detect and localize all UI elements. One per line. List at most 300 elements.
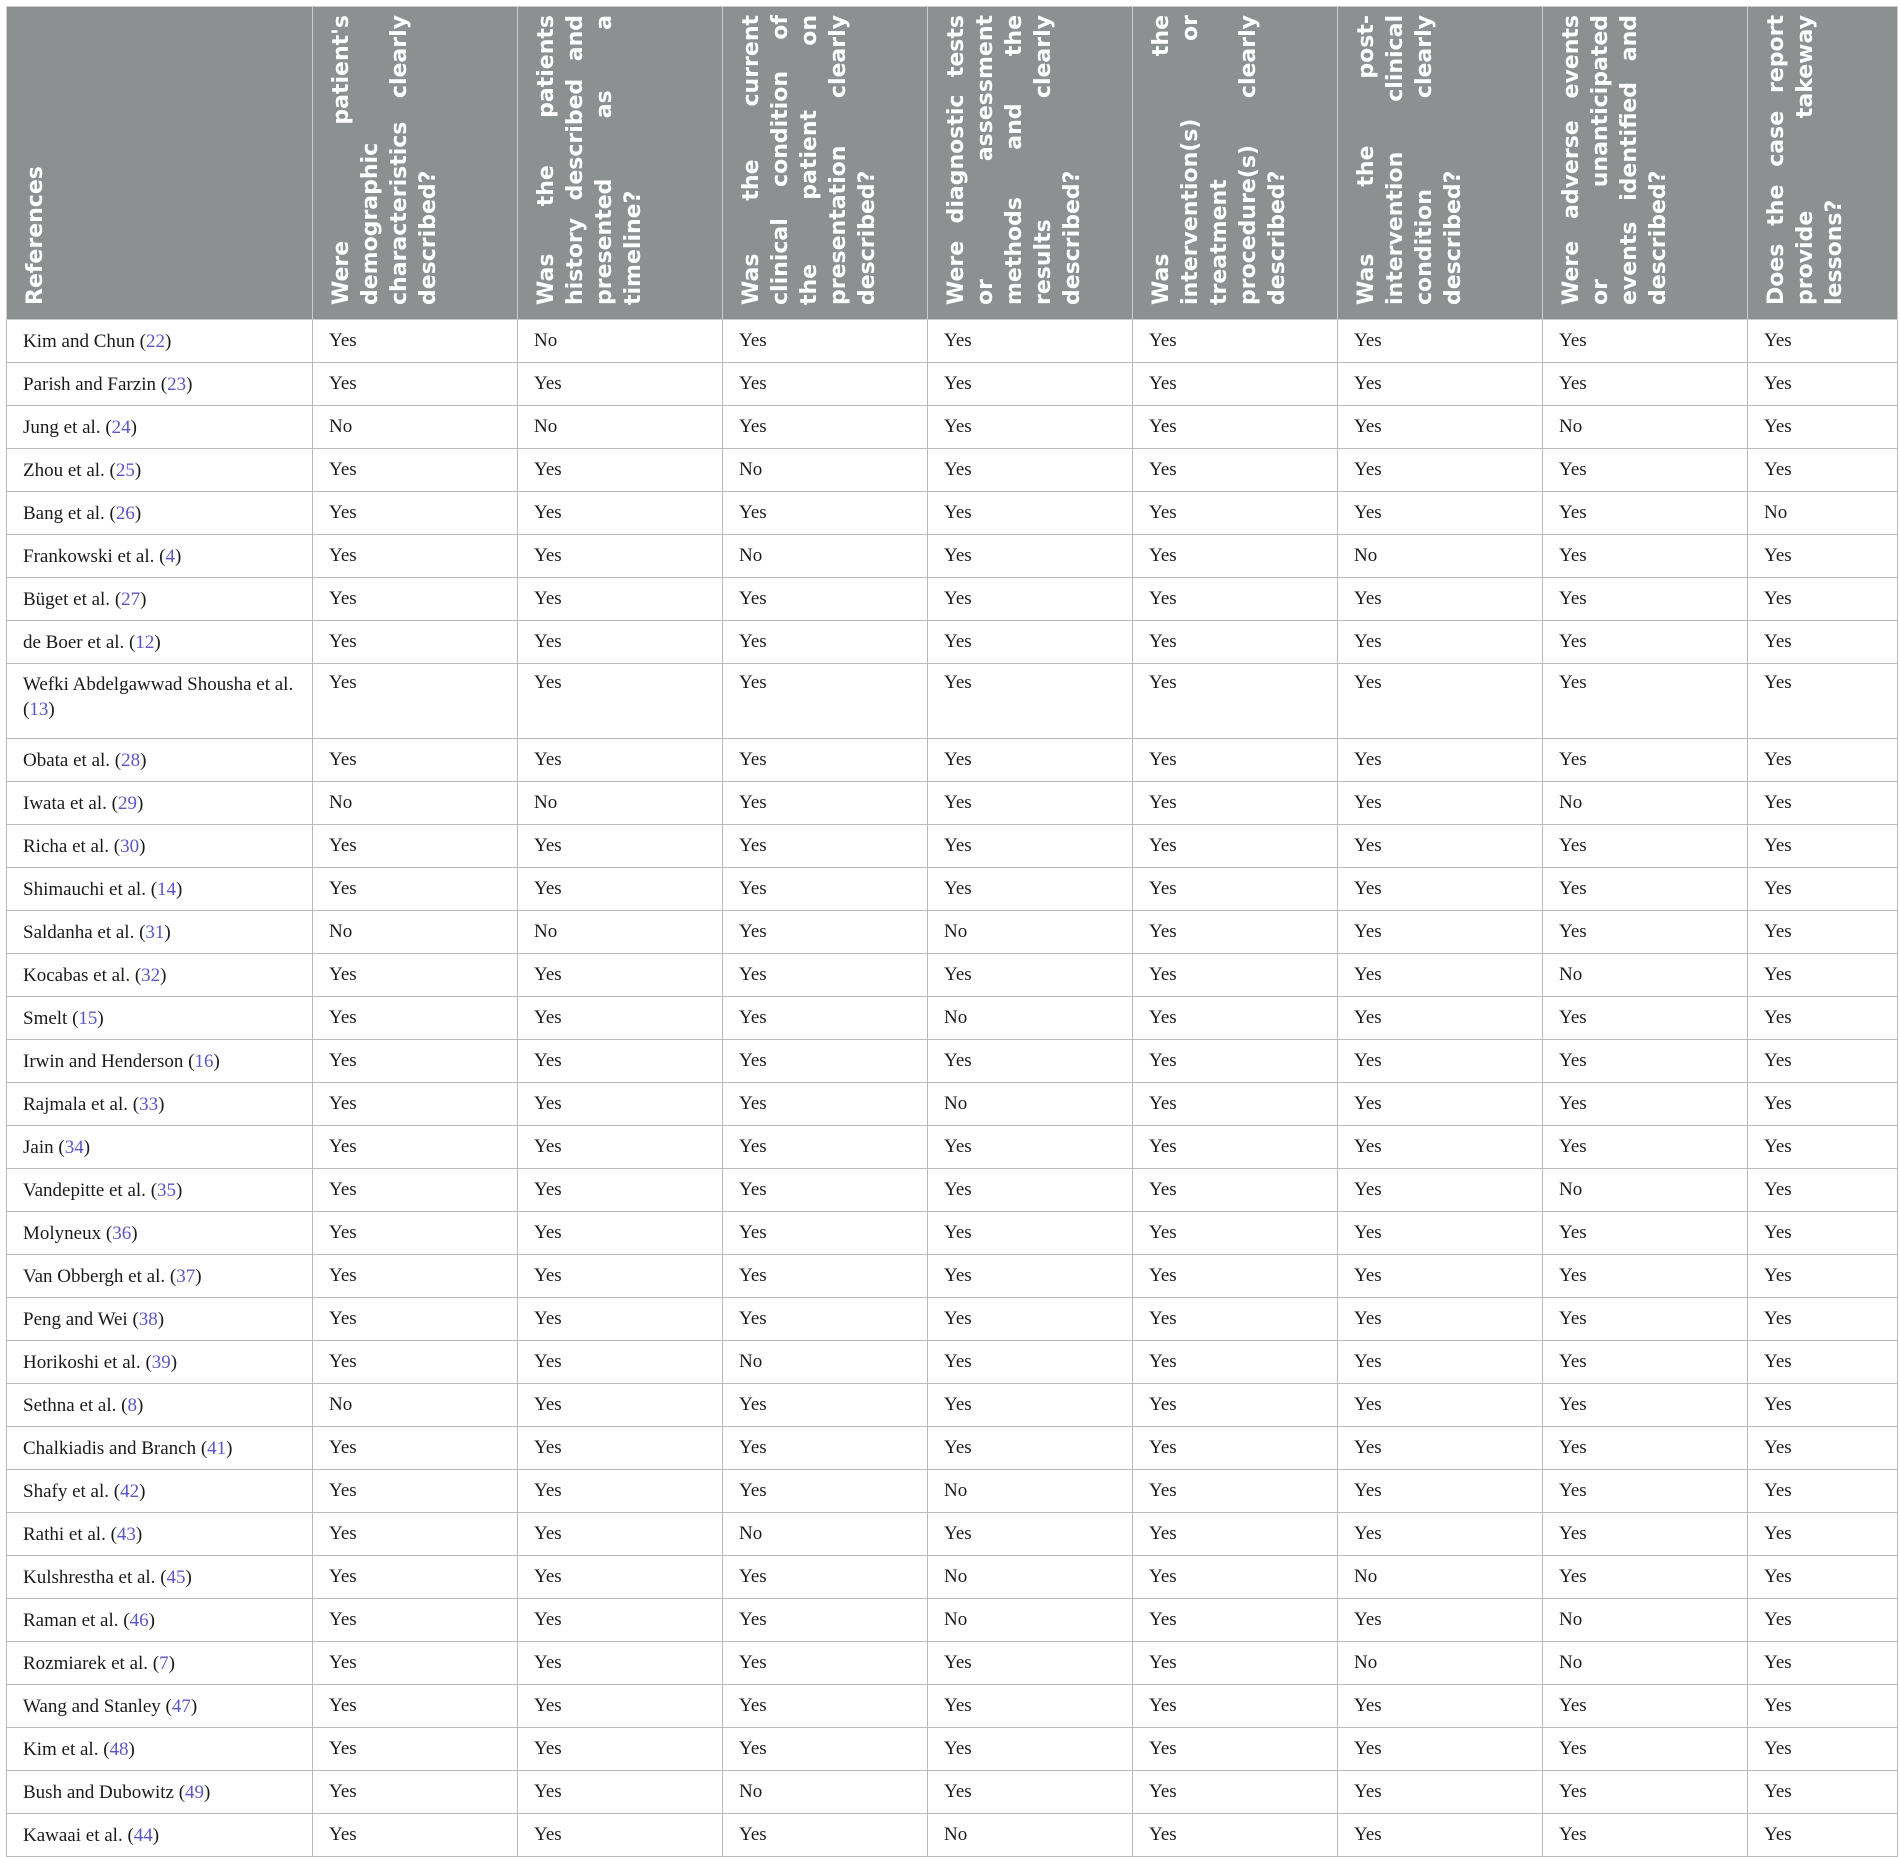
answer-cell: Yes	[928, 449, 1133, 492]
answer-cell: Yes	[928, 664, 1133, 739]
answer-cell: Yes	[1543, 1513, 1748, 1556]
citation-link[interactable]: 13	[29, 699, 49, 720]
answer-cell: Yes	[1543, 535, 1748, 578]
answer-cell: Yes	[1543, 739, 1748, 782]
answer-cell: Yes	[1133, 1685, 1338, 1728]
table-header-row	[7, 7, 1898, 320]
answer-cell: Yes	[723, 406, 928, 449]
quality-assessment-table-container	[6, 6, 1897, 1857]
answer-cell: Yes	[518, 1040, 723, 1083]
reference-cell: Kim and Chun (22)	[7, 320, 313, 363]
answer-cell: Yes	[1543, 320, 1748, 363]
column-header-label: Was the intervention(s) or treatment procedure(s) clearly described?	[1149, 15, 1290, 305]
answer-cell: Yes	[1133, 782, 1338, 825]
answer-cell: Yes	[313, 1513, 518, 1556]
answer-cell: Yes	[1748, 1384, 1898, 1427]
citation-link[interactable]: 15	[78, 1007, 98, 1029]
answer-cell: No	[1543, 1599, 1748, 1642]
table-row	[7, 739, 1898, 782]
answer-cell: Yes	[1133, 1513, 1338, 1556]
answer-cell: Yes	[313, 535, 518, 578]
answer-cell: Yes	[1748, 1341, 1898, 1384]
answer-cell: Yes	[928, 406, 1133, 449]
reference-cell: Rozmiarek et al. (7)	[7, 1642, 313, 1685]
answer-cell: Yes	[1133, 868, 1338, 911]
answer-cell: Yes	[1543, 492, 1748, 535]
answer-cell: Yes	[928, 1040, 1133, 1083]
table-row	[7, 1126, 1898, 1169]
reference-author: Raman et al.	[23, 1609, 119, 1631]
citation-link[interactable]: 34	[64, 1136, 84, 1158]
citation-link[interactable]: 39	[151, 1351, 171, 1373]
answer-cell: Yes	[1748, 1470, 1898, 1513]
answer-cell: Yes	[928, 578, 1133, 621]
column-header-adverse-events	[1543, 7, 1748, 320]
reference-author: Peng and Wei	[23, 1308, 128, 1330]
answer-cell: Yes	[313, 997, 518, 1040]
citation-link[interactable]: 42	[120, 1480, 140, 1502]
answer-cell: Yes	[1748, 1040, 1898, 1083]
reference-cell: Bang et al. (26)	[7, 492, 313, 535]
answer-cell: No	[928, 1556, 1133, 1599]
citation-link[interactable]: 38	[138, 1308, 158, 1330]
answer-cell: Yes	[313, 578, 518, 621]
column-header-label: Does the case report provide takeway lessons?	[1764, 15, 1847, 305]
answer-cell: No	[723, 1771, 928, 1814]
answer-cell: Yes	[1133, 1255, 1338, 1298]
citation-link[interactable]: 8	[127, 1394, 137, 1416]
table-row	[7, 1470, 1898, 1513]
answer-cell: Yes	[928, 621, 1133, 664]
answer-cell: Yes	[1133, 449, 1338, 492]
answer-cell: Yes	[1543, 1298, 1748, 1341]
answer-cell: Yes	[1338, 1169, 1543, 1212]
answer-cell: Yes	[723, 868, 928, 911]
answer-cell: Yes	[1133, 825, 1338, 868]
answer-cell: Yes	[1748, 1556, 1898, 1599]
answer-cell: Yes	[518, 1771, 723, 1814]
answer-cell: No	[1543, 1169, 1748, 1212]
reference-author: Molyneux	[23, 1222, 102, 1244]
answer-cell: Yes	[518, 1685, 723, 1728]
answer-cell: Yes	[928, 1728, 1133, 1771]
answer-cell: Yes	[313, 664, 518, 739]
reference-author: Wefki Abdelgawwad Shousha et al.	[23, 674, 294, 695]
answer-cell: No	[313, 911, 518, 954]
answer-cell: Yes	[1543, 1384, 1748, 1427]
answer-cell: Yes	[313, 1083, 518, 1126]
answer-cell: Yes	[313, 1126, 518, 1169]
table-row	[7, 1771, 1898, 1814]
citation-link[interactable]: 47	[171, 1695, 191, 1717]
answer-cell: Yes	[723, 739, 928, 782]
reference-cell: Rajmala et al. (33)	[7, 1083, 313, 1126]
column-header-label: Were patient's demographic characteristics clearly described?	[329, 15, 441, 305]
column-header-label: Was the post-intervention clinical condition clearly described?	[1354, 15, 1466, 305]
reference-cell: Horikoshi et al. (39)	[7, 1341, 313, 1384]
answer-cell: Yes	[313, 1814, 518, 1857]
answer-cell: Yes	[518, 868, 723, 911]
reference-cell: Shafy et al. (42)	[7, 1470, 313, 1513]
table-row	[7, 868, 1898, 911]
table-row	[7, 664, 1898, 739]
answer-cell: Yes	[723, 320, 928, 363]
reference-cell: Wefki Abdelgawwad Shousha et al. (13)	[7, 664, 313, 739]
answer-cell: Yes	[313, 1771, 518, 1814]
answer-cell: Yes	[518, 578, 723, 621]
answer-cell: Yes	[518, 1642, 723, 1685]
reference-cell: Frankowski et al. (4)	[7, 535, 313, 578]
reference-author: Van Obbergh et al.	[23, 1265, 166, 1287]
citation-link[interactable]: 27	[121, 588, 141, 610]
answer-cell: No	[313, 782, 518, 825]
reference-author: Kawaai et al.	[23, 1824, 123, 1846]
answer-cell: Yes	[723, 1040, 928, 1083]
answer-cell: Yes	[1543, 1728, 1748, 1771]
answer-cell: Yes	[1543, 911, 1748, 954]
answer-cell: Yes	[1748, 825, 1898, 868]
answer-cell: Yes	[1748, 868, 1898, 911]
answer-cell: No	[1543, 782, 1748, 825]
answer-cell: Yes	[518, 997, 723, 1040]
answer-cell: Yes	[1543, 1126, 1748, 1169]
table-row	[7, 535, 1898, 578]
answer-cell: Yes	[518, 1212, 723, 1255]
answer-cell: Yes	[518, 664, 723, 739]
table-row	[7, 492, 1898, 535]
citation-link[interactable]: 43	[116, 1523, 136, 1545]
column-header-history	[518, 7, 723, 320]
answer-cell: Yes	[723, 363, 928, 406]
reference-cell: Rathi et al. (43)	[7, 1513, 313, 1556]
answer-cell: Yes	[1748, 911, 1898, 954]
answer-cell: Yes	[313, 1470, 518, 1513]
reference-cell: Kawaai et al. (44)	[7, 1814, 313, 1857]
reference-author: Kim and Chun	[23, 330, 135, 352]
reference-author: Frankowski et al.	[23, 545, 155, 567]
answer-cell: Yes	[518, 1126, 723, 1169]
answer-cell: Yes	[928, 1513, 1133, 1556]
reference-cell: Wang and Stanley (47)	[7, 1685, 313, 1728]
answer-cell: No	[928, 1470, 1133, 1513]
answer-cell: Yes	[723, 664, 928, 739]
answer-cell: Yes	[313, 449, 518, 492]
answer-cell: Yes	[1338, 782, 1543, 825]
answer-cell: Yes	[1748, 1513, 1898, 1556]
table-row	[7, 997, 1898, 1040]
answer-cell: No	[928, 1083, 1133, 1126]
table-row	[7, 320, 1898, 363]
answer-cell: Yes	[1133, 911, 1338, 954]
answer-cell: No	[928, 1599, 1133, 1642]
reference-cell: Raman et al. (46)	[7, 1599, 313, 1642]
answer-cell: Yes	[1338, 954, 1543, 997]
reference-author: Shafy et al.	[23, 1480, 110, 1502]
reference-author: Saldanha et al.	[23, 921, 135, 943]
reference-author: Zhou et al.	[23, 459, 105, 481]
reference-cell: Büget et al. (27)	[7, 578, 313, 621]
answer-cell: Yes	[1748, 449, 1898, 492]
reference-author: Wang and Stanley	[23, 1695, 161, 1717]
answer-cell: Yes	[1543, 868, 1748, 911]
table-row	[7, 1212, 1898, 1255]
answer-cell: Yes	[928, 492, 1133, 535]
answer-cell: Yes	[928, 1384, 1133, 1427]
reference-author: Obata et al.	[23, 749, 111, 771]
table-row	[7, 1040, 1898, 1083]
answer-cell: Yes	[723, 954, 928, 997]
reference-cell: Iwata et al. (29)	[7, 782, 313, 825]
answer-cell: Yes	[1133, 1083, 1338, 1126]
answer-cell: Yes	[518, 492, 723, 535]
citation-link[interactable]: 36	[112, 1222, 132, 1244]
answer-cell: Yes	[1338, 825, 1543, 868]
reference-cell: Parish and Farzin (23)	[7, 363, 313, 406]
citation-link[interactable]: 41	[207, 1437, 227, 1459]
answer-cell: Yes	[313, 1427, 518, 1470]
answer-cell: Yes	[1133, 621, 1338, 664]
answer-cell: Yes	[1133, 1728, 1338, 1771]
citation-link[interactable]: 44	[133, 1824, 153, 1846]
answer-cell: Yes	[1748, 578, 1898, 621]
answer-cell: Yes	[1133, 1814, 1338, 1857]
answer-cell: Yes	[1543, 449, 1748, 492]
answer-cell: No	[723, 1513, 928, 1556]
answer-cell: Yes	[1133, 997, 1338, 1040]
answer-cell: No	[518, 406, 723, 449]
citation-link[interactable]: 25	[115, 459, 135, 481]
answer-cell: Yes	[723, 1427, 928, 1470]
answer-cell: Yes	[313, 1341, 518, 1384]
answer-cell: Yes	[1133, 1298, 1338, 1341]
answer-cell: Yes	[1338, 664, 1543, 739]
answer-cell: Yes	[518, 1599, 723, 1642]
answer-cell: Yes	[1338, 1470, 1543, 1513]
reference-author: Rozmiarek et al.	[23, 1652, 149, 1674]
citation-link[interactable]: 22	[145, 330, 165, 352]
answer-cell: Yes	[313, 621, 518, 664]
answer-cell: No	[518, 911, 723, 954]
table-row	[7, 1728, 1898, 1771]
answer-cell: Yes	[518, 1341, 723, 1384]
answer-cell: Yes	[723, 1298, 928, 1341]
reference-author: Iwata et al.	[23, 792, 107, 814]
answer-cell: Yes	[1748, 1298, 1898, 1341]
answer-cell: Yes	[1748, 1083, 1898, 1126]
answer-cell: Yes	[1338, 1513, 1543, 1556]
answer-cell: Yes	[313, 1255, 518, 1298]
answer-cell: Yes	[1133, 406, 1338, 449]
answer-cell: No	[1543, 954, 1748, 997]
answer-cell: Yes	[723, 1384, 928, 1427]
answer-cell: Yes	[518, 1814, 723, 1857]
answer-cell: Yes	[928, 320, 1133, 363]
citation-link[interactable]: 45	[166, 1566, 186, 1588]
answer-cell: Yes	[313, 868, 518, 911]
answer-cell: Yes	[518, 739, 723, 782]
answer-cell: Yes	[1133, 1212, 1338, 1255]
citation-link[interactable]: 49	[185, 1781, 205, 1803]
answer-cell: Yes	[928, 825, 1133, 868]
answer-cell: No	[723, 449, 928, 492]
citation-link[interactable]: 37	[176, 1265, 196, 1287]
answer-cell: Yes	[518, 1470, 723, 1513]
answer-cell: Yes	[723, 1685, 928, 1728]
citation-link[interactable]: 32	[141, 964, 161, 986]
table-row	[7, 911, 1898, 954]
citation-link[interactable]: 23	[167, 373, 187, 395]
answer-cell: Yes	[1748, 535, 1898, 578]
citation-link[interactable]: 48	[109, 1738, 129, 1760]
answer-cell: Yes	[1338, 1427, 1543, 1470]
citation-link[interactable]: 4	[165, 545, 175, 567]
answer-cell: Yes	[928, 1212, 1133, 1255]
answer-cell: Yes	[1133, 320, 1338, 363]
citation-link[interactable]: 24	[111, 416, 131, 438]
answer-cell: Yes	[1133, 492, 1338, 535]
answer-cell: Yes	[1748, 1642, 1898, 1685]
table-row	[7, 621, 1898, 664]
answer-cell: Yes	[313, 363, 518, 406]
answer-cell: Yes	[1338, 1341, 1543, 1384]
answer-cell: Yes	[928, 739, 1133, 782]
answer-cell: Yes	[1338, 1040, 1543, 1083]
answer-cell: Yes	[723, 782, 928, 825]
column-header-diagnostic-tests	[928, 7, 1133, 320]
answer-cell: Yes	[1133, 1384, 1338, 1427]
answer-cell: Yes	[1133, 1556, 1338, 1599]
answer-cell: Yes	[518, 1169, 723, 1212]
reference-author: Büget et al.	[23, 588, 111, 610]
answer-cell: Yes	[518, 1513, 723, 1556]
column-header-label: References	[23, 166, 48, 305]
answer-cell: Yes	[928, 782, 1133, 825]
answer-cell: Yes	[1543, 825, 1748, 868]
reference-cell: Peng and Wei (38)	[7, 1298, 313, 1341]
answer-cell: Yes	[1748, 1814, 1898, 1857]
reference-author: Jain	[23, 1136, 54, 1158]
answer-cell: Yes	[1748, 621, 1898, 664]
answer-cell: Yes	[1133, 363, 1338, 406]
column-header-takeaway-lessons	[1748, 7, 1898, 320]
column-header-demographics	[313, 7, 518, 320]
citation-link[interactable]: 28	[121, 749, 141, 771]
answer-cell: Yes	[313, 1212, 518, 1255]
citation-link[interactable]: 12	[135, 631, 155, 653]
answer-cell: Yes	[1543, 1083, 1748, 1126]
answer-cell: Yes	[1748, 1427, 1898, 1470]
citation-link[interactable]: 26	[115, 502, 135, 524]
answer-cell: Yes	[1748, 782, 1898, 825]
answer-cell: Yes	[1543, 1685, 1748, 1728]
table-row	[7, 1341, 1898, 1384]
answer-cell: Yes	[1748, 1212, 1898, 1255]
answer-cell: Yes	[1338, 997, 1543, 1040]
answer-cell: Yes	[723, 1169, 928, 1212]
column-header-label: Was the patients history described and presented as a timeline?	[534, 15, 646, 305]
column-header-label: Was the current clinical condition of the patient on presentation clearly described?	[739, 15, 880, 305]
answer-cell: No	[1543, 406, 1748, 449]
answer-cell: Yes	[1543, 1427, 1748, 1470]
answer-cell: Yes	[313, 825, 518, 868]
answer-cell: Yes	[1543, 1040, 1748, 1083]
answer-cell: Yes	[1338, 1212, 1543, 1255]
answer-cell: No	[313, 1384, 518, 1427]
table-row	[7, 954, 1898, 997]
column-header-label: Were adverse events or unanticipated events identified and described?	[1559, 15, 1671, 305]
answer-cell: Yes	[1543, 1814, 1748, 1857]
quality-assessment-table	[6, 6, 1898, 1857]
answer-cell: No	[313, 406, 518, 449]
reference-author: Bush and Dubowitz	[23, 1781, 174, 1803]
answer-cell: Yes	[723, 1642, 928, 1685]
answer-cell: Yes	[1338, 578, 1543, 621]
answer-cell: Yes	[518, 1384, 723, 1427]
reference-author: Rajmala et al.	[23, 1093, 128, 1115]
answer-cell: Yes	[1133, 664, 1338, 739]
answer-cell: Yes	[928, 363, 1133, 406]
column-header-clinical-condition	[723, 7, 928, 320]
answer-cell: Yes	[1133, 954, 1338, 997]
table-row	[7, 825, 1898, 868]
reference-author: Shimauchi et al.	[23, 878, 146, 900]
answer-cell: Yes	[1338, 739, 1543, 782]
table-row	[7, 363, 1898, 406]
answer-cell: No	[518, 320, 723, 363]
citation-link[interactable]: 16	[194, 1050, 214, 1072]
table-row	[7, 1556, 1898, 1599]
citation-link[interactable]: 14	[157, 878, 177, 900]
answer-cell: No	[518, 782, 723, 825]
answer-cell: Yes	[723, 621, 928, 664]
citation-link[interactable]: 29	[117, 792, 137, 814]
answer-cell: Yes	[1748, 1771, 1898, 1814]
citation-link[interactable]: 35	[157, 1179, 177, 1201]
citation-link[interactable]: 30	[120, 835, 140, 857]
answer-cell: Yes	[1748, 954, 1898, 997]
answer-cell: Yes	[1543, 664, 1748, 739]
answer-cell: Yes	[1133, 578, 1338, 621]
answer-cell: No	[928, 911, 1133, 954]
answer-cell: Yes	[313, 739, 518, 782]
reference-author: de Boer et al.	[23, 631, 125, 653]
answer-cell: Yes	[313, 1642, 518, 1685]
answer-cell: Yes	[723, 1470, 928, 1513]
citation-link[interactable]: 31	[145, 921, 165, 943]
answer-cell: Yes	[1133, 1470, 1338, 1513]
citation-link[interactable]: 7	[159, 1652, 169, 1674]
citation-link[interactable]: 46	[129, 1609, 149, 1631]
answer-cell: Yes	[723, 1728, 928, 1771]
answer-cell: Yes	[1543, 997, 1748, 1040]
answer-cell: Yes	[313, 954, 518, 997]
answer-cell: Yes	[928, 1255, 1133, 1298]
answer-cell: No	[1338, 1556, 1543, 1599]
table-row	[7, 1599, 1898, 1642]
table-body	[7, 320, 1898, 1857]
answer-cell: Yes	[1338, 1298, 1543, 1341]
reference-author: Horikoshi et al.	[23, 1351, 141, 1373]
table-row	[7, 1255, 1898, 1298]
reference-author: Parish and Farzin	[23, 373, 156, 395]
answer-cell: Yes	[723, 911, 928, 954]
table-row	[7, 782, 1898, 825]
answer-cell: Yes	[1133, 739, 1338, 782]
citation-link[interactable]: 33	[139, 1093, 159, 1115]
reference-cell: Shimauchi et al. (14)	[7, 868, 313, 911]
answer-cell: Yes	[313, 1599, 518, 1642]
reference-cell: Van Obbergh et al. (37)	[7, 1255, 313, 1298]
